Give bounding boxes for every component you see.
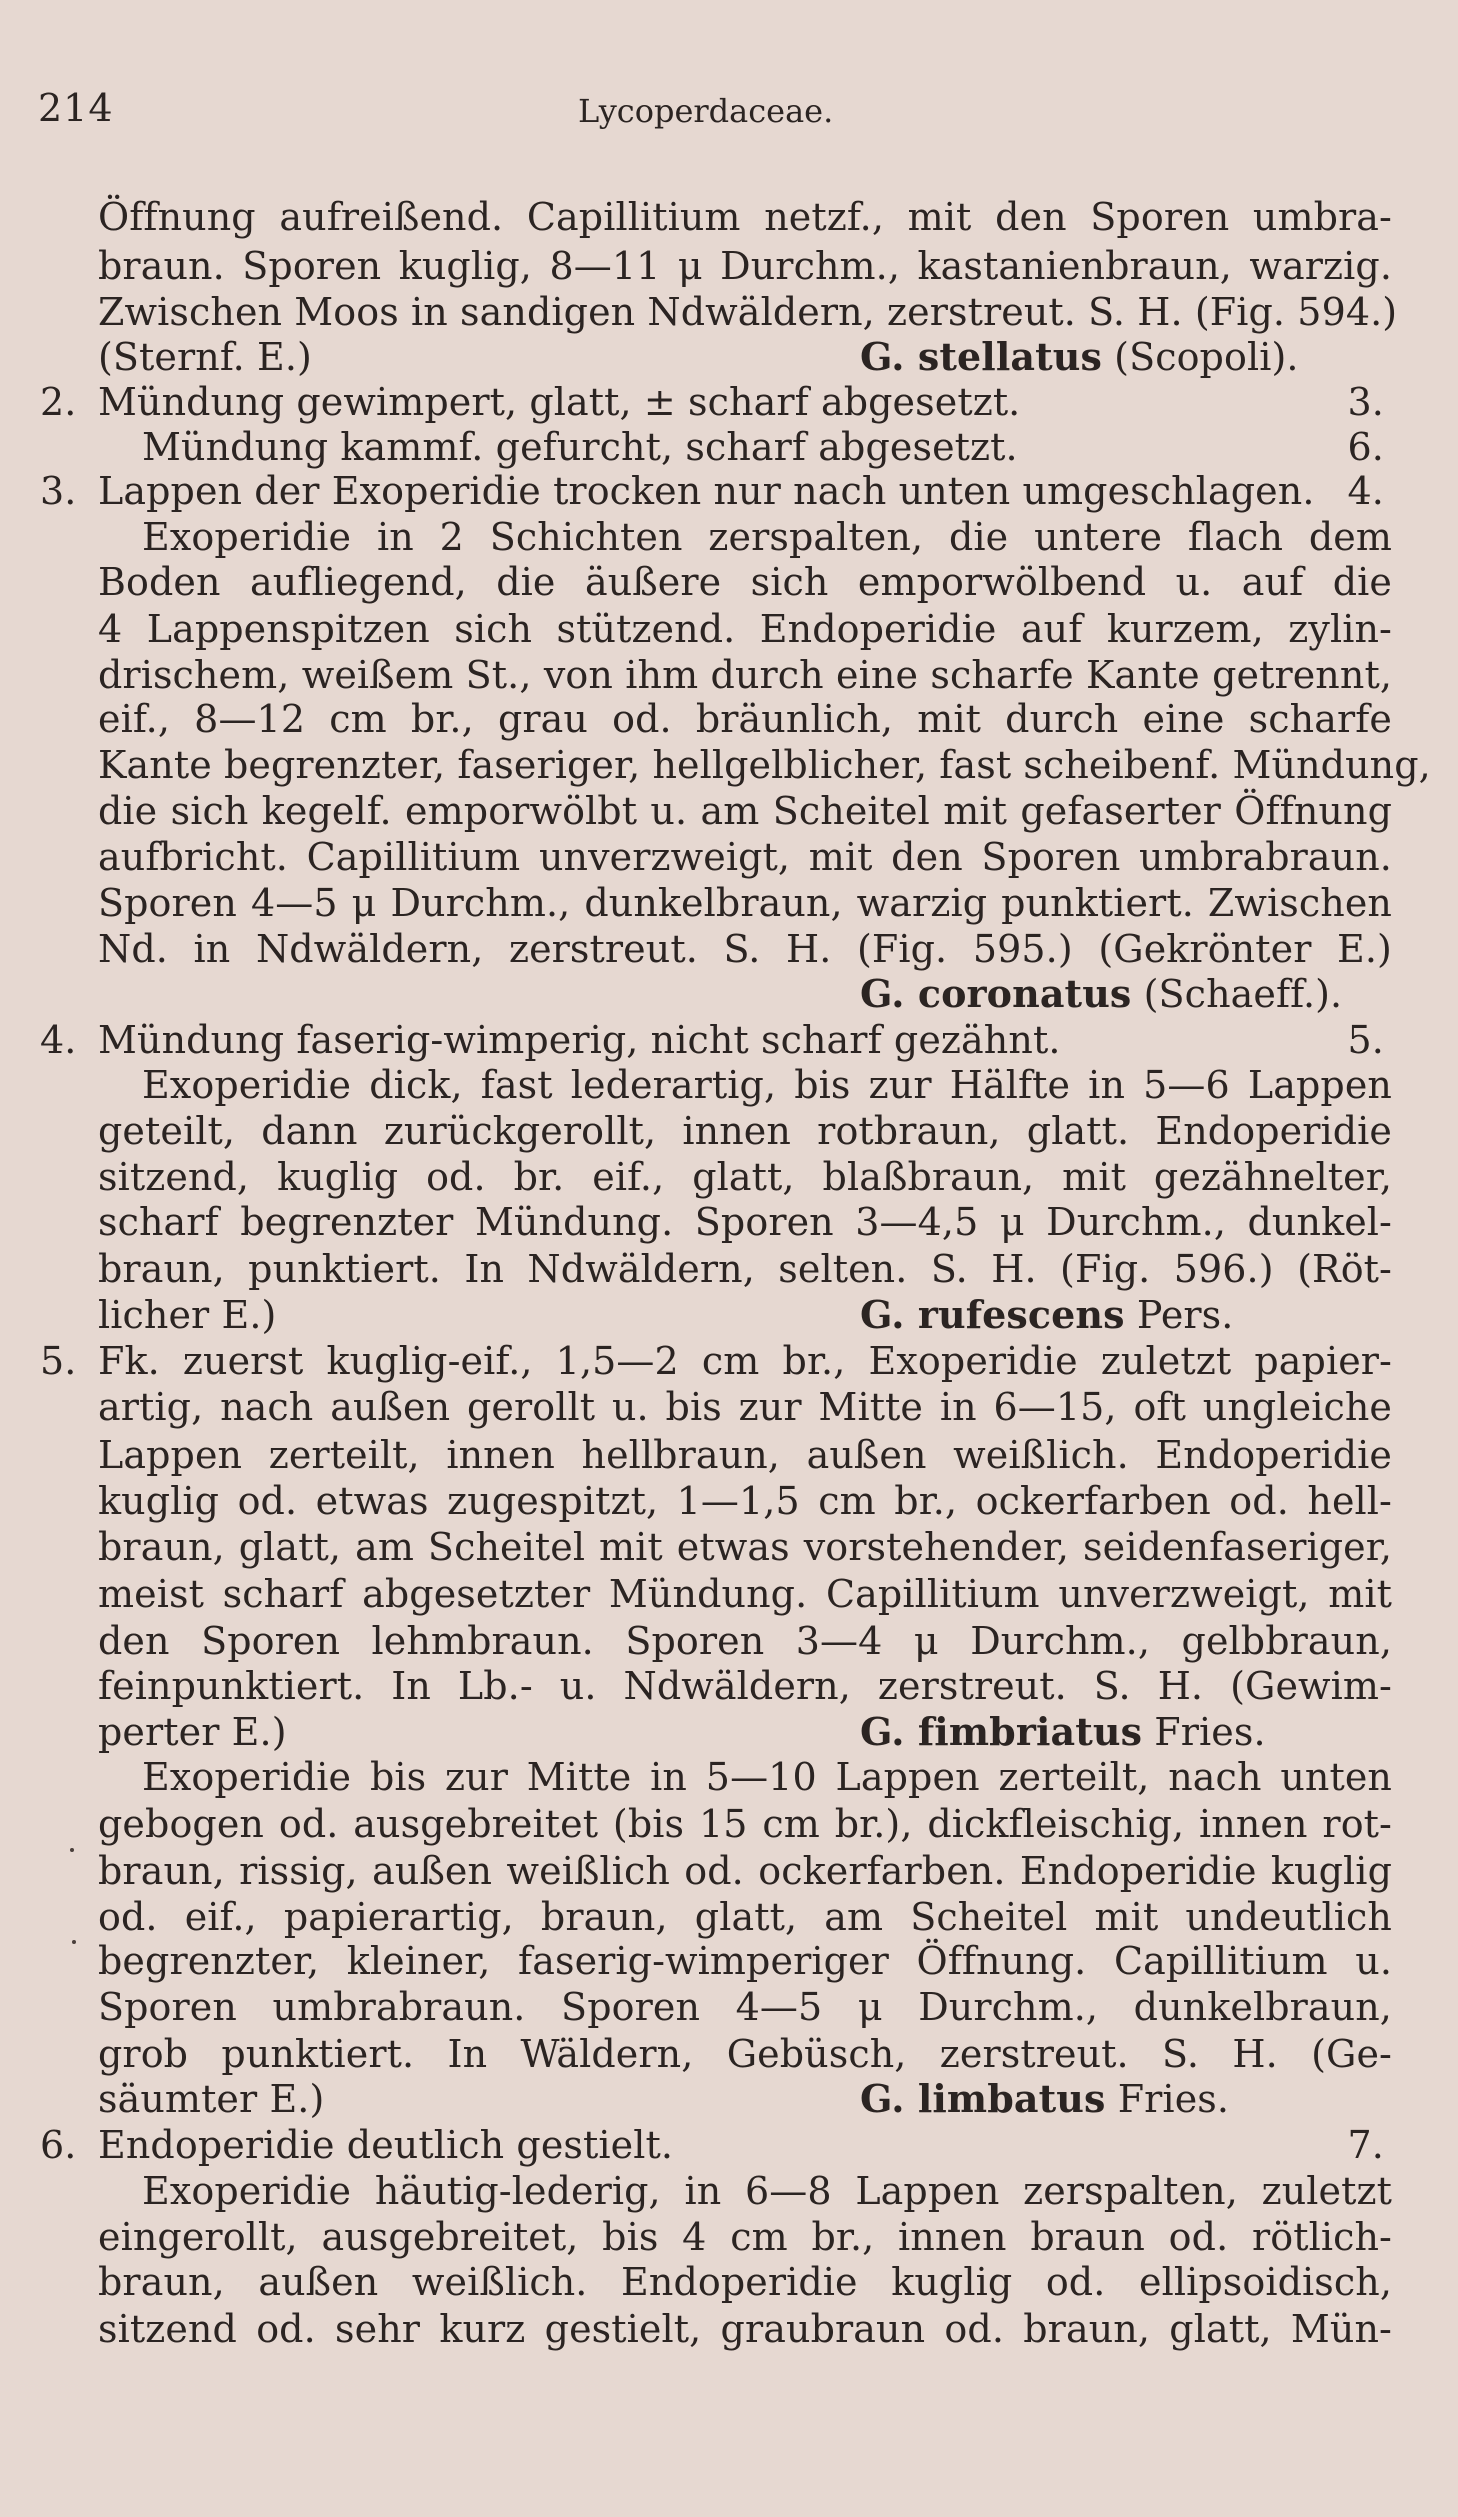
species-binomial: G. rufescens xyxy=(860,1292,1125,1337)
text-line: (Sternf. E.) xyxy=(98,335,312,379)
speck-mark xyxy=(70,1848,74,1852)
key-reference: 5. xyxy=(1347,1018,1384,1062)
text-line: Mündung faserig-wimperig, nicht scharf gezähnt. xyxy=(98,1018,1061,1062)
page-number: 214 xyxy=(38,86,114,130)
text-line: Endoperidie deutlich gestielt. xyxy=(98,2123,674,2167)
key-number: 2. xyxy=(40,380,77,424)
text-line: Exoperidie bis zur Mitte in 5—10 Lappen zerteilt, nach unten xyxy=(142,1755,1392,1799)
species-author: (Schaeff.). xyxy=(1143,972,1343,1016)
text-line: grob punktiert. In Wäldern, Gebüsch, zerstreut. S. H. (Ge- xyxy=(98,2032,1392,2076)
text-line: Öffnung aufreißend. Capillitium netzf., mit den Sporen umbra- xyxy=(98,195,1392,239)
species-name xyxy=(860,1292,1234,1337)
running-title: Lycoperdaceae. xyxy=(578,92,834,130)
text-line: braun, rissig, außen weißlich od. ockerfarben. Endoperidie kuglig xyxy=(98,1849,1392,1893)
text-line: Boden aufliegend, die äußere sich emporwölbend u. auf die xyxy=(98,560,1392,604)
species-binomial: G. fimbriatus xyxy=(860,1709,1143,1754)
species-author: (Scopoli). xyxy=(1114,335,1299,379)
text-line: braun. Sporen kuglig, 8—11 μ Durchm., kastanienbraun, warzig. xyxy=(98,244,1392,288)
species-name xyxy=(860,2076,1230,2121)
key-reference: 6. xyxy=(1347,425,1384,469)
text-line: Sporen umbrabraun. Sporen 4—5 μ Durchm., dunkelbraun, xyxy=(98,1985,1392,2029)
text-line: Zwischen Moos in sandigen Ndwäldern, zerstreut. S. H. (Fig. 594.) xyxy=(98,290,1398,334)
species-binomial: G. stellatus xyxy=(860,334,1102,379)
species-author: Fries. xyxy=(1154,1710,1266,1754)
text-line: säumter E.) xyxy=(98,2077,325,2121)
text-line: braun, glatt, am Scheitel mit etwas vorstehender, seidenfaseriger, xyxy=(98,1525,1392,1569)
text-line: od. eif., papierartig, braun, glatt, am Scheitel mit undeutlich xyxy=(98,1895,1392,1939)
text-line: Exoperidie in 2 Schichten zerspalten, die untere flach dem xyxy=(142,515,1392,559)
text-line: licher E.) xyxy=(98,1293,277,1337)
text-line: begrenzter, kleiner, faserig-wimperiger Öffnung. Capillitium u. xyxy=(98,1939,1392,1983)
text-line: aufbricht. Capillitium unverzweigt, mit den Sporen umbrabraun. xyxy=(98,835,1392,879)
text-line: Kante begrenzter, faseriger, hellgelblicher, fast scheibenf. Mündung, xyxy=(98,743,1431,787)
species-author: Fries. xyxy=(1117,2077,1230,2121)
key-number: 3. xyxy=(40,469,77,513)
text-line: Sporen 4—5 μ Durchm., dunkelbraun, warzig punktiert. Zwischen xyxy=(98,881,1392,925)
text-line: gebogen od. ausgebreitet (bis 15 cm br.), dickfleischig, innen rot- xyxy=(98,1802,1392,1846)
species-name xyxy=(860,334,1299,379)
species-name xyxy=(860,1709,1266,1754)
text-line: Exoperidie häutig-lederig, in 6—8 Lappen zerspalten, zuletzt xyxy=(142,2169,1392,2213)
text-line: Nd. in Ndwäldern, zerstreut. S. H. (Fig. 595.) (Gekrönter E.) xyxy=(98,927,1392,971)
text-line: feinpunktiert. In Lb.- u. Ndwäldern, zerstreut. S. H. (Gewim- xyxy=(98,1664,1392,1708)
text-line: Mündung kammf. gefurcht, scharf abgesetzt. xyxy=(142,425,1018,469)
text-line: Lappen zerteilt, innen hellbraun, außen weißlich. Endoperidie xyxy=(98,1433,1392,1477)
text-line: den Sporen lehmbraun. Sporen 3—4 μ Durchm., gelbbraun, xyxy=(98,1619,1392,1663)
key-reference: 7. xyxy=(1347,2123,1384,2167)
text-line: sitzend od. sehr kurz gestielt, graubraun od. braun, glatt, Mün- xyxy=(98,2307,1392,2351)
species-binomial: G. coronatus xyxy=(860,971,1132,1016)
species-name xyxy=(860,971,1343,1016)
species-author: Pers. xyxy=(1136,1293,1234,1337)
text-line: sitzend, kuglig od. br. eif., glatt, blaßbraun, mit gezähnelter, xyxy=(98,1155,1392,1199)
text-line: eif., 8—12 cm br., grau od. bräunlich, mit durch eine scharfe xyxy=(98,697,1392,741)
key-reference: 4. xyxy=(1347,469,1384,513)
key-number: 6. xyxy=(40,2123,77,2167)
text-line: artig, nach außen gerollt u. bis zur Mitte in 6—15, oft ungleiche xyxy=(98,1385,1392,1429)
text-line: scharf begrenzter Mündung. Sporen 3—4,5 μ Durchm., dunkel- xyxy=(98,1200,1392,1244)
text-line: Exoperidie dick, fast lederartig, bis zur Hälfte in 5—6 Lappen xyxy=(142,1063,1392,1107)
text-line: braun, punktiert. In Ndwäldern, selten. S. H. (Fig. 596.) (Röt- xyxy=(98,1247,1392,1291)
text-line: kuglig od. etwas zugespitzt, 1—1,5 cm br., ockerfarben od. hell- xyxy=(98,1479,1392,1523)
text-line: Fk. zuerst kuglig-eif., 1,5—2 cm br., Exoperidie zuletzt papier- xyxy=(98,1339,1392,1383)
key-number: 4. xyxy=(40,1018,77,1062)
text-line: Mündung gewimpert, glatt, ± scharf abgesetzt. xyxy=(98,380,1021,424)
speck-mark xyxy=(72,1940,76,1944)
text-line: braun, außen weißlich. Endoperidie kuglig od. ellipsoidisch, xyxy=(98,2260,1392,2304)
text-line: die sich kegelf. emporwölbt u. am Scheitel mit gefaserter Öffnung xyxy=(98,789,1392,833)
key-reference: 3. xyxy=(1347,380,1384,424)
text-line: drischem, weißem St., von ihm durch eine scharfe Kante getrennt, xyxy=(98,653,1392,697)
text-line: meist scharf abgesetzter Mündung. Capillitium unverzweigt, mit xyxy=(98,1572,1392,1616)
text-line: eingerollt, ausgebreitet, bis 4 cm br., innen braun od. rötlich- xyxy=(98,2215,1392,2259)
text-line: geteilt, dann zurückgerollt, innen rotbraun, glatt. Endoperidie xyxy=(98,1109,1392,1153)
text-line: Lappen der Exoperidie trocken nur nach unten umgeschlagen. xyxy=(98,469,1315,513)
text-line: 4 Lappenspitzen sich stützend. Endoperidie auf kurzem, zylin- xyxy=(98,607,1392,651)
key-number: 5. xyxy=(40,1339,77,1383)
text-line: perter E.) xyxy=(98,1710,287,1754)
species-binomial: G. limbatus xyxy=(860,2076,1106,2121)
